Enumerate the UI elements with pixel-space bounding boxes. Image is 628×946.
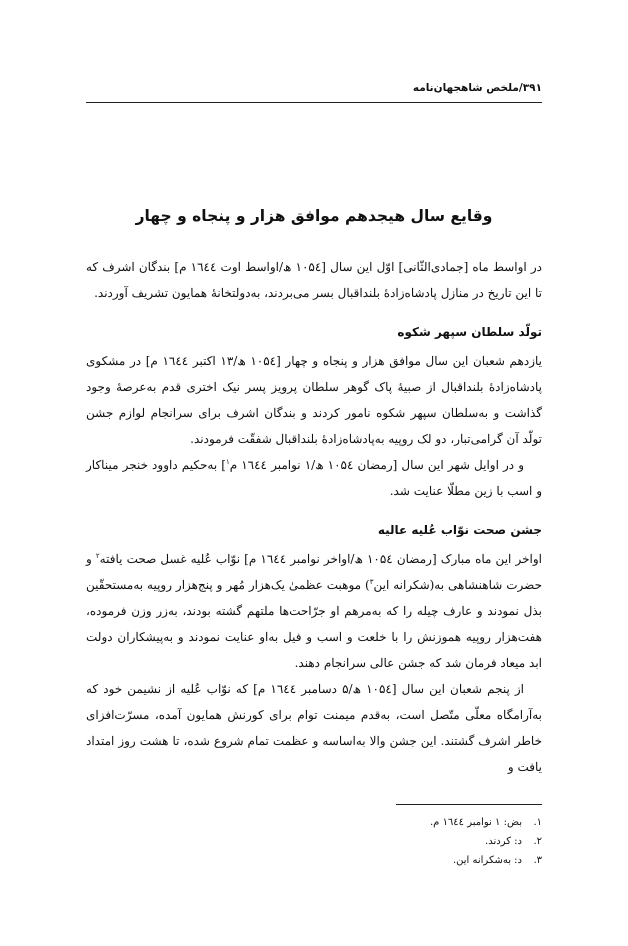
text-line: ] به‌حکیم داوود خنجر [122, 458, 226, 472]
recovery-paragraph [86, 546, 542, 676]
header-rule [86, 102, 542, 103]
gift-paragraph [86, 452, 542, 504]
footnote-number: ۱. [533, 817, 542, 828]
text-line: از پنجم شعبان این سال [۱۰۵٤ ھ/۵ دسامبر ۱٦٤٤ م] که نوّاب عُلیه از نشیمن خود که [86, 682, 525, 696]
text-line: به‌آرامگاه معلّی متّصل است، به‌قدم میمنت توام برای کورنش همایون آمده، مسرّت‌افزای خاطر [86, 708, 542, 748]
section-heading-birth: تولّد سلطان سپهر شکوه [397, 325, 542, 339]
text-line: ) موهبت عظمیٰ یک‌هزار مُهر و پنج‌هزار روپیه به‌مستحقّین [86, 578, 370, 592]
footnotes [86, 813, 542, 870]
running-head: ۳۹۱/ملخص شاهجهان‌نامه [412, 82, 542, 94]
birth-paragraph [86, 348, 542, 452]
body-text [86, 254, 542, 780]
celebration-paragraph [86, 676, 542, 780]
footnote-text: بض: ۱ نوامبر ۱٦٤٤ م. [430, 817, 522, 828]
text-line: بذل نمودند و عارف چیله را که به‌مرهم او جرّاحت‌ها ملتهم گشته بودند، به‌زر وزن فرموده، [86, 604, 542, 618]
text-line: و در اوایل شهر این سال [رمضان ۱۰۵٤ ھ/۱ نوامبر ۱٦٤٤ م [229, 458, 525, 472]
footnote-text: د: به‌شکرانه این. [452, 855, 522, 866]
text-line: آن گرامی‌تبار، دو لک روپیه به‌پادشاه‌زادهٔ بلنداقبال شفقّت فرمودند. [190, 432, 519, 446]
text-line: و [86, 552, 96, 566]
text-line: اواخر این ماه مبارک [رمضان ۱۰۵٤ ھ/اواخر نوامبر ۱٦٤٤ م] نوّاب عُلیه غسل صحت یافته [99, 552, 542, 566]
text-line: میناکار و اسب با زین مطلّا عنایت شد. [86, 458, 542, 498]
footnote [86, 832, 542, 851]
footnote [86, 851, 542, 870]
section-heading-recovery: جشن صحت نوّاب عُلیه عالیه [377, 523, 542, 537]
footnote-ref-2: ۲ [95, 552, 100, 560]
text-line: اشرف گشتند. این جشن والا به‌اساسه و عظمت تمام شروع شده، تا هشت روز امتداد یافت و [86, 734, 542, 774]
text-line: یازدهم شعبان این سال موافق هزار و پنجاه و چهار [۱۰۵٤ ھ/۱۳ اکتبر ۱٦٤٤ م] در مشکوی [86, 354, 542, 368]
footnote-number: ۳. [533, 855, 542, 866]
text-line: گذاشت و به‌سلطان سپهر شکوه نامور کردند و بندگان اشرف برای سرانجام لوازم جشن تولّد [86, 406, 542, 446]
text-line: تا این تاریخ در منازل پادشاه‌زادهٔ بلنداقبال بسر می‌بردند، به‌دولتخانهٔ همایون تشریف آوردند. [94, 286, 542, 300]
footnote-ref-3: ۳ [369, 578, 374, 586]
footnote-number: ۲. [533, 836, 542, 847]
text-line: حضرت شاهنشاهی به(شکرانه این [373, 578, 542, 592]
chapter-title: وقایع سال هیجدهم موافق هزار و پنجاه و چهار [135, 207, 493, 225]
footnote-text: د: کردند. [485, 836, 522, 847]
intro-paragraph [86, 254, 542, 306]
footnote-rule [396, 804, 542, 805]
footnote-ref-1: ۱ [225, 458, 230, 466]
text-line: پادشاه‌زادهٔ بلنداقبال از صبیهٔ پاک گوهر سلطان پرویز پسر نیک اختری قدم به‌عرصهٔ وجود [86, 380, 542, 394]
footnote [86, 813, 542, 832]
text-line: هفت‌هزار روپیه هموزنش را با خلعت و اسب و فیل به‌او عنایت نمودند و به‌پیشکاران دولت [86, 630, 542, 644]
text-line: ابد میعاد فرمان شد که جشن عالی سرانجام دهند. [294, 656, 542, 670]
text-line: در اواسط ماه [جمادی‌الثّانی] اوّل این سال [۱۰۵٤ ھ/اواسط اوت ۱٦٤٤ م] بندگان اشرف که [86, 260, 543, 274]
